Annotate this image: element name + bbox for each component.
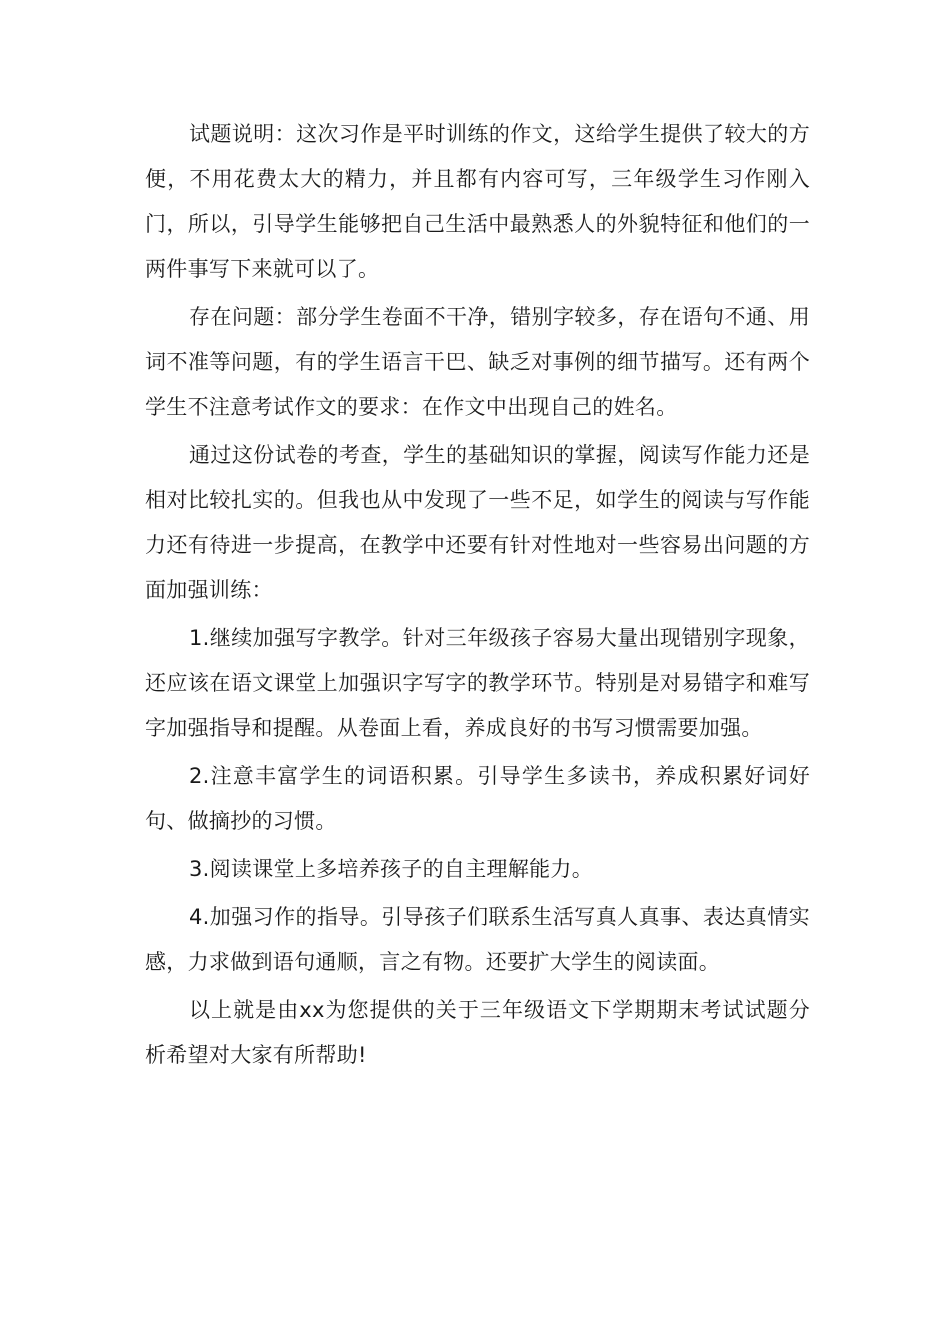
- paragraph-overall-analysis: 通过这份试卷的考查，学生的基础知识的掌握，阅读写作能力还是相对比较扎实的。但我也从中发现了一些不足，如学生的阅读与写作能力还有待进一步提高，在教学中还要有针对性地对一些容易出问题的方面加强训练：: [145, 443, 810, 602]
- paragraph-item-3: 3.阅读课堂上多培养孩子的自主理解能力。: [189, 857, 594, 881]
- paragraph-item-4: 4.加强习作的指导。引导孩子们联系生活写真人真事、表达真情实感，力求做到语句通顺，言之有物。还要扩大学生的阅读面。: [145, 905, 810, 974]
- paragraph-closing: 以上就是由xx为您提供的关于三年级语文下学期期末考试试题分析希望对大家有所帮助!: [145, 998, 810, 1067]
- paragraph-item-2: 2.注意丰富学生的词语积累。引导学生多读书，养成积累好词好句、做摘抄的习惯。: [145, 764, 810, 833]
- paragraph-item-1: 1.继续加强写字教学。针对三年级孩子容易大量出现错别字现象，还应该在语文课堂上加强识字写字的教学环节。特别是对易错字和难写字加强指导和提醒。从卷面上看，养成良好的书写习惯需要加强。: [145, 626, 810, 740]
- paragraph-existing-problems: 存在问题：部分学生卷面不干净，错别字较多，存在语句不通、用词不准等问题，有的学生语言干巴、缺乏对事例的细节描写。还有两个学生不注意考试作文的要求：在作文中出现自己的姓名。: [145, 305, 810, 419]
- document-body: [145, 112, 810, 1081]
- paragraph-test-description: 试题说明：这次习作是平时训练的作文，这给学生提供了较大的方便，不用花费太大的精力，并且都有内容可写，三年级学生习作刚入门，所以，引导学生能够把自己生活中最熟悉人的外貌特征和他们的一两件事写下来就可以了。: [145, 122, 810, 281]
